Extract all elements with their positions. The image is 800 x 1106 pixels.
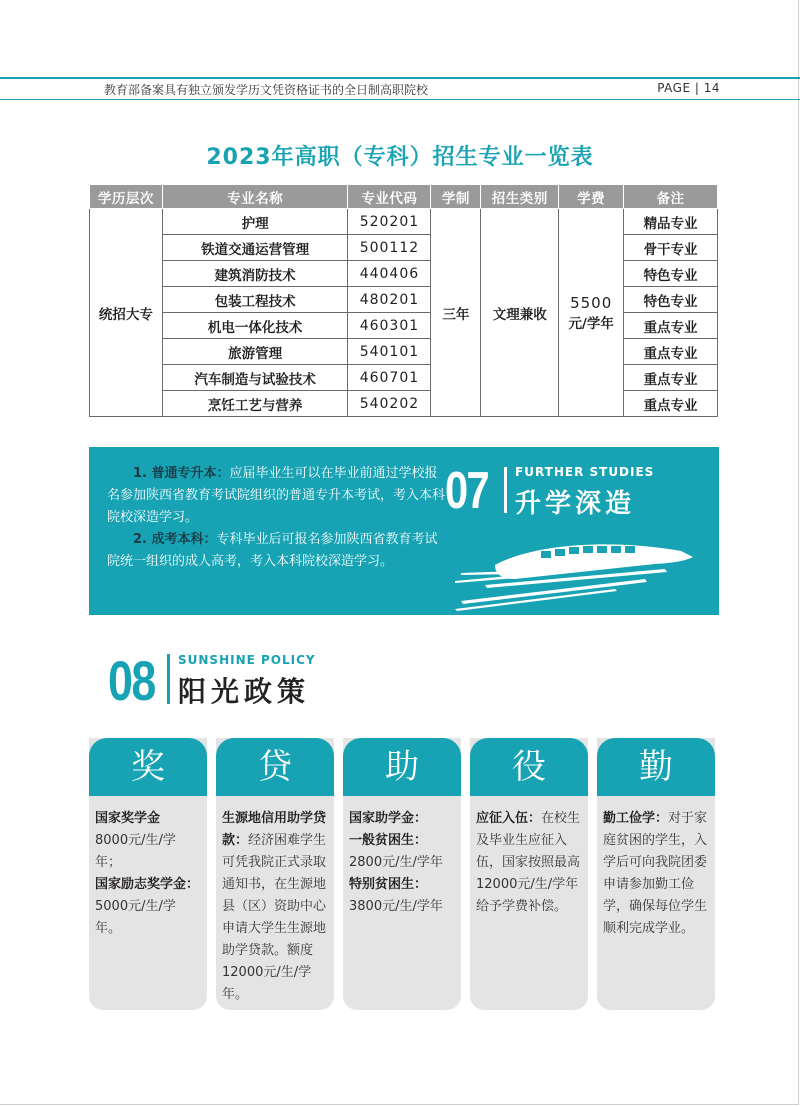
card-text: 经济困难学生可凭我院正式录取通知书，在生源地县（区）资助中心申请大学生生源地助学贷款。额度12000元/生/学年。	[222, 833, 327, 1002]
further-studies-text	[107, 463, 447, 573]
item-2-label: 2. 成考本科：	[133, 532, 217, 547]
page-number: PAGE | 14	[657, 81, 720, 95]
card-body	[216, 796, 334, 1006]
major-code: 500112	[348, 235, 431, 261]
card-label: 一般贫困生：	[349, 833, 428, 848]
major-code: 540202	[348, 391, 431, 417]
further-studies-banner	[89, 447, 719, 615]
major-note: 重点专业	[624, 391, 718, 417]
level-cell: 统招大专	[90, 209, 163, 417]
major-code: 480201	[348, 287, 431, 313]
section-title-en: SUNSHINE POLICY	[178, 653, 316, 667]
section-number-07: 07	[445, 462, 489, 520]
table-row	[90, 209, 718, 235]
duration-cell: 三年	[431, 209, 481, 417]
card-heading: 役	[470, 738, 588, 796]
major-name: 汽车制造与试验技术	[162, 365, 348, 391]
card-text: 2800元/生/学年	[349, 855, 443, 870]
card-label: 特别贫困生：	[349, 877, 428, 892]
table-row	[90, 235, 718, 261]
card-label: 应征入伍：	[476, 811, 542, 826]
card-label: 勤工俭学：	[603, 811, 669, 826]
major-note: 特色专业	[624, 261, 718, 287]
section-title-cn: 升学深造	[515, 489, 636, 519]
card-heading: 勤	[597, 738, 715, 796]
fee-cell	[559, 209, 624, 417]
card-text: 8000元/生/学年；	[95, 833, 176, 870]
table-row	[90, 339, 718, 365]
policy-cards	[89, 738, 721, 1010]
item-1-label: 1. 普通专升本：	[133, 466, 230, 481]
category-cell: 文理兼收	[481, 209, 559, 417]
card-body	[89, 796, 207, 940]
table-row	[90, 261, 718, 287]
card-label: 国家奖学金	[95, 811, 161, 826]
table-row	[90, 391, 718, 417]
policy-card-grant	[343, 738, 461, 1010]
major-note: 骨干专业	[624, 235, 718, 261]
card-label: 国家助学金：	[349, 811, 428, 826]
major-code: 540101	[348, 339, 431, 365]
col-header-duration: 学制	[431, 185, 481, 209]
major-name: 包装工程技术	[162, 287, 348, 313]
major-note: 特色专业	[624, 287, 718, 313]
col-header-note: 备注	[624, 185, 718, 209]
col-header-major: 专业名称	[162, 185, 348, 209]
major-name: 护理	[162, 209, 348, 235]
policy-card-military	[470, 738, 588, 1010]
table-row	[90, 365, 718, 391]
card-heading: 助	[343, 738, 461, 796]
policy-card-scholarship	[89, 738, 207, 1010]
page-title: 2023年高职（专科）招生专业一览表	[206, 145, 594, 170]
high-speed-train-icon	[455, 535, 705, 611]
major-name: 烹饪工艺与营养	[162, 391, 348, 417]
card-label: 生源地信用助学贷款：	[222, 811, 327, 848]
section-title-en: FURTHER STUDIES	[515, 465, 655, 479]
fee-amount: 5500	[570, 293, 613, 312]
major-note: 重点专业	[624, 365, 718, 391]
card-body	[343, 796, 461, 918]
card-text: 3800元/生/学年	[349, 899, 443, 914]
section-title-cn: 阳光政策	[178, 675, 311, 708]
major-note: 重点专业	[624, 339, 718, 365]
card-heading: 贷	[216, 738, 334, 796]
major-name: 建筑消防技术	[162, 261, 348, 287]
card-label: 国家励志奖学金：	[95, 877, 200, 892]
running-title: 教育部备案具有独立颁发学历文凭资格证书的全日制高职院校	[104, 83, 429, 97]
card-body	[597, 796, 715, 940]
major-code: 520201	[348, 209, 431, 235]
table-header-row	[90, 185, 718, 209]
header-rule-bottom	[0, 99, 800, 100]
major-name: 机电一体化技术	[162, 313, 348, 339]
policy-card-loan	[216, 738, 334, 1010]
card-heading: 奖	[89, 738, 207, 796]
section-number-08: 08	[108, 649, 155, 712]
col-header-level: 学历层次	[90, 185, 163, 209]
section-divider	[167, 654, 170, 704]
policy-card-work-study	[597, 738, 715, 1010]
table-row	[90, 287, 718, 313]
table-row	[90, 313, 718, 339]
col-header-category: 招生类别	[481, 185, 559, 209]
further-studies-item-1	[107, 463, 447, 529]
major-code: 460301	[348, 313, 431, 339]
major-code: 440406	[348, 261, 431, 287]
further-studies-item-2	[107, 529, 447, 573]
col-header-fee: 学费	[559, 185, 624, 209]
card-body	[470, 796, 588, 918]
major-note: 重点专业	[624, 313, 718, 339]
majors-table	[89, 184, 718, 417]
card-text: 5000元/生/学年。	[95, 899, 176, 936]
card-text: 对于家庭贫困的学生，入学后可向我院团委申请参加勤工俭学，确保每位学生顺利完成学业。	[603, 811, 708, 936]
fee-unit: 元/学年	[568, 315, 614, 332]
item-1-text: 应届毕业生可以在毕业前通过学校报名参加陕西省教育考试院组织的普通专升本考试，考入本科院校深造学习。	[107, 466, 446, 525]
major-name: 旅游管理	[162, 339, 348, 365]
card-text: 在校生及毕业生应征入伍，国家按照最高12000元/生/学年给予学费补偿。	[476, 811, 581, 914]
major-note: 精品专业	[624, 209, 718, 235]
header-rule-top	[0, 77, 800, 79]
section-divider	[504, 467, 507, 513]
col-header-code: 专业代码	[348, 185, 431, 209]
item-2-text: 专科毕业后可报名参加陕西省教育考试院统一组织的成人高考，考入本科院校深造学习。	[107, 532, 438, 569]
major-code: 460701	[348, 365, 431, 391]
major-name: 铁道交通运营管理	[162, 235, 348, 261]
